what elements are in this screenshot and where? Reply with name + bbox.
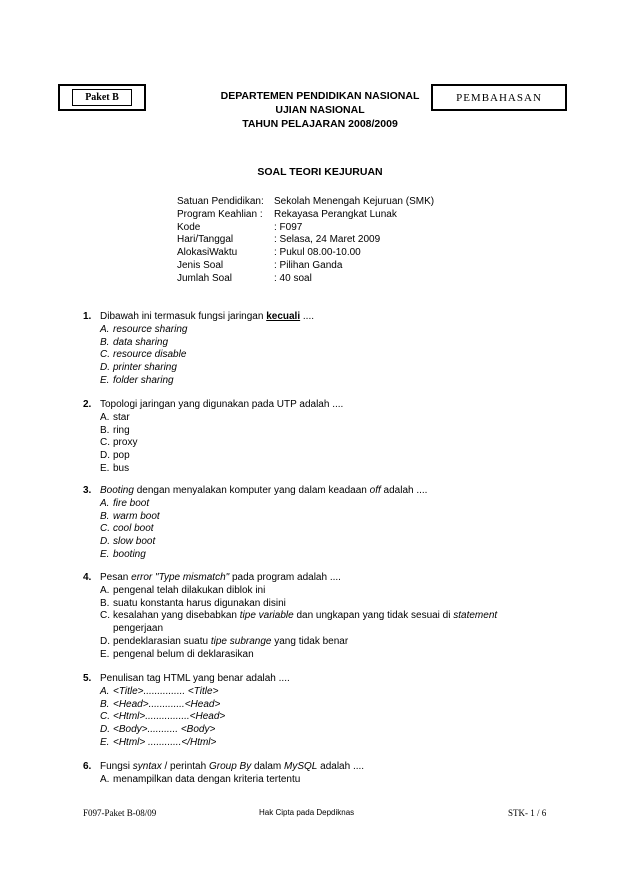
- option-letter: C.: [100, 711, 110, 723]
- option-text: resource sharing: [113, 323, 188, 335]
- option: [83, 412, 343, 425]
- option-letter: B.: [100, 597, 110, 609]
- option-part: tipe subrange: [210, 635, 272, 647]
- option: [83, 425, 343, 438]
- info-label: Hari/Tanggal: [177, 234, 234, 246]
- stem-part: off: [369, 485, 381, 496]
- option-text: folder sharing: [113, 374, 174, 386]
- question-number: 2.: [83, 399, 92, 410]
- option: [83, 337, 314, 350]
- option-text: <Html> ............</Html>: [113, 736, 217, 748]
- stem-part: adalah ....: [380, 485, 428, 496]
- option-letter: B.: [100, 424, 110, 436]
- info-label: Satuan Pendidikan:: [177, 196, 264, 207]
- option-text: proxy: [113, 437, 138, 449]
- stem-part: Booting: [100, 485, 134, 496]
- stem-text: Penulisan tag HTML yang benar adalah ....: [100, 673, 290, 684]
- exam-info: [177, 196, 434, 286]
- option-letter: E.: [100, 374, 110, 386]
- option-letter: A.: [100, 497, 110, 509]
- question-5: [83, 673, 290, 750]
- footer-page-number: STK- 1 / 6: [508, 808, 547, 818]
- option: [83, 498, 427, 511]
- stem-part: pada program adalah ....: [229, 572, 341, 583]
- option: [83, 375, 314, 388]
- info-row: [177, 273, 434, 286]
- option: [83, 437, 343, 450]
- option-part: tipe variable: [239, 610, 294, 622]
- option-letter: B.: [100, 698, 110, 710]
- option: [83, 450, 343, 463]
- option: [83, 585, 497, 598]
- info-label: Kode: [177, 221, 201, 233]
- option: [83, 724, 290, 737]
- option-letter: D.: [100, 724, 110, 736]
- question-number: 3.: [83, 485, 92, 496]
- stem-emphasis: kecuali: [266, 311, 301, 322]
- option-part: dan ungkapan yang tidak sesuai di: [293, 610, 454, 622]
- stem-part: dalam: [251, 761, 285, 772]
- option-letter: D.: [100, 362, 110, 374]
- info-row: [177, 196, 434, 209]
- question-stem: [83, 399, 343, 412]
- option-letter: A.: [100, 584, 110, 596]
- option: [83, 523, 427, 536]
- info-value: : Selasa, 24 Maret 2009: [274, 234, 381, 246]
- option: [83, 636, 497, 649]
- option-letter: D.: [100, 450, 110, 462]
- info-label: Jumlah Soal: [177, 272, 233, 284]
- stem-text: Topologi jaringan yang digunakan pada UTP adalah ....: [100, 399, 344, 410]
- option-text: <Html>................<Head>: [113, 711, 226, 723]
- option-letter: E.: [100, 462, 110, 474]
- info-value: : Pukul 08.00-10.00: [274, 247, 361, 259]
- question-number: 4.: [83, 572, 92, 583]
- option: [83, 699, 290, 712]
- option: [83, 324, 314, 337]
- option-text: <Title>............... <Title>: [113, 685, 219, 697]
- question-1: [83, 311, 314, 388]
- option-letter: B.: [100, 336, 110, 348]
- question-stem: [83, 761, 364, 774]
- option-text: suatu konstanta harus digunakan disini: [113, 597, 286, 609]
- option-letter: E.: [100, 548, 110, 560]
- option: [83, 610, 497, 623]
- footer-code: F097-Paket B-08/09: [83, 808, 157, 818]
- question-6: [83, 761, 364, 787]
- option-text: star: [113, 411, 130, 423]
- stem-text: [100, 761, 364, 774]
- option-text: pop: [113, 450, 130, 462]
- option-text: warm boot: [113, 510, 160, 522]
- option-text: <Body>........... <Body>: [113, 724, 216, 736]
- info-value: Rekayasa Perangkat Lunak: [274, 208, 397, 220]
- option: [83, 711, 290, 724]
- option: [83, 649, 497, 662]
- option-letter: E.: [100, 648, 110, 660]
- option-letter: A.: [100, 773, 110, 785]
- question-2: [83, 399, 343, 476]
- option: [83, 549, 427, 562]
- question-number: 6.: [83, 761, 92, 772]
- option-text: printer sharing: [113, 362, 177, 374]
- option-letter: D.: [100, 536, 110, 548]
- header-line: DEPARTEMEN PENDIDIKAN NASIONAL: [220, 90, 420, 102]
- option: [83, 686, 290, 699]
- info-label: Jenis Soal: [177, 259, 224, 271]
- option-letter: C.: [100, 437, 110, 449]
- info-label: AlokasiWaktu: [177, 247, 238, 259]
- stem-text: [100, 572, 341, 585]
- option-letter: A.: [100, 323, 110, 335]
- option: [83, 737, 290, 750]
- document-header: [190, 89, 450, 131]
- question-number: 5.: [83, 673, 92, 684]
- stem-part: Group By: [208, 761, 252, 772]
- info-value: Sekolah Menengah Kejuruan (SMK): [274, 196, 435, 207]
- option-part: yang tidak benar: [271, 635, 349, 647]
- option-text: ring: [113, 424, 130, 436]
- option-text: slow boot: [113, 536, 156, 548]
- option-text: resource disable: [113, 349, 187, 361]
- pembahasan-label: PEMBAHASAN: [431, 84, 567, 111]
- option-text: [113, 610, 497, 623]
- question-stem: [83, 311, 314, 324]
- option-letter: A.: [100, 685, 110, 697]
- stem-part: syntax: [132, 761, 162, 772]
- stem-part: dengan menyalakan komputer yang dalam keadaan: [133, 485, 370, 496]
- option-letter: C.: [100, 610, 110, 622]
- option: [83, 536, 427, 549]
- option-text: booting: [113, 548, 146, 560]
- info-row: [177, 260, 434, 273]
- header-line: TAHUN PELAJARAN 2008/2009: [242, 118, 398, 130]
- option-text: pengenal belum di deklarasikan: [113, 648, 254, 660]
- info-row: [177, 247, 434, 260]
- option-letter: E.: [100, 736, 110, 748]
- stem-part: adalah ....: [317, 761, 365, 772]
- stem-part: MySQL: [284, 761, 318, 772]
- question-number: 1.: [83, 311, 92, 322]
- option-letter: C.: [100, 523, 110, 535]
- stem-part: ....: [300, 311, 315, 322]
- option-text: pengerjaan: [113, 623, 164, 635]
- option-letter: C.: [100, 349, 110, 361]
- option-part: kesalahan yang disebabkan: [113, 610, 240, 622]
- soal-title: SOAL TEORI KEJURUAN: [257, 166, 383, 178]
- option: [83, 349, 314, 362]
- stem-text: [100, 311, 314, 324]
- header-line: UJIAN NASIONAL: [275, 104, 365, 116]
- question-stem: [83, 673, 290, 686]
- stem-part: Fungsi: [100, 761, 133, 772]
- paket-label-box: [58, 84, 146, 111]
- option: [83, 362, 314, 375]
- question-stem: [83, 485, 427, 498]
- footer-copyright: Hak Cipta pada Depdiknas: [259, 808, 355, 817]
- option-letter: B.: [100, 510, 110, 522]
- option-part: statement: [453, 610, 498, 622]
- option-letter: A.: [100, 411, 110, 423]
- info-label: Program Keahlian :: [177, 208, 263, 220]
- info-row: [177, 222, 434, 235]
- option: [83, 774, 364, 787]
- stem-part: / perintah: [161, 761, 209, 772]
- paket-label: Paket B: [72, 89, 132, 106]
- stem-text: [100, 485, 427, 498]
- question-stem: [83, 572, 497, 585]
- option-text: data sharing: [113, 336, 169, 348]
- info-value: : F097: [274, 221, 303, 233]
- info-value: : Pilihan Ganda: [274, 259, 343, 271]
- option-text: <Head>.............<Head>: [113, 698, 221, 710]
- option: [83, 463, 343, 476]
- option-text: menampilkan data dengan kriteria tertentu: [113, 773, 301, 785]
- info-value: : 40 soal: [274, 272, 312, 284]
- option-text: bus: [113, 462, 130, 474]
- question-4: [83, 572, 497, 662]
- option-continuation: [83, 623, 497, 636]
- option-text: pengenal telah dilakukan diblok ini: [113, 584, 266, 596]
- stem-part: Dibawah ini termasuk fungsi jaringan: [100, 311, 267, 322]
- option-part: pendeklarasian suatu: [113, 635, 211, 647]
- option: [83, 598, 497, 611]
- question-3: [83, 485, 427, 562]
- option-text: cool boot: [113, 523, 154, 535]
- info-row: [177, 234, 434, 247]
- stem-part: error "Type mismatch": [131, 572, 230, 583]
- option: [83, 511, 427, 524]
- info-row: [177, 209, 434, 222]
- option-letter: D.: [100, 635, 110, 647]
- stem-part: Pesan: [100, 572, 132, 583]
- option-text: [113, 636, 348, 649]
- option-text: fire boot: [113, 497, 150, 509]
